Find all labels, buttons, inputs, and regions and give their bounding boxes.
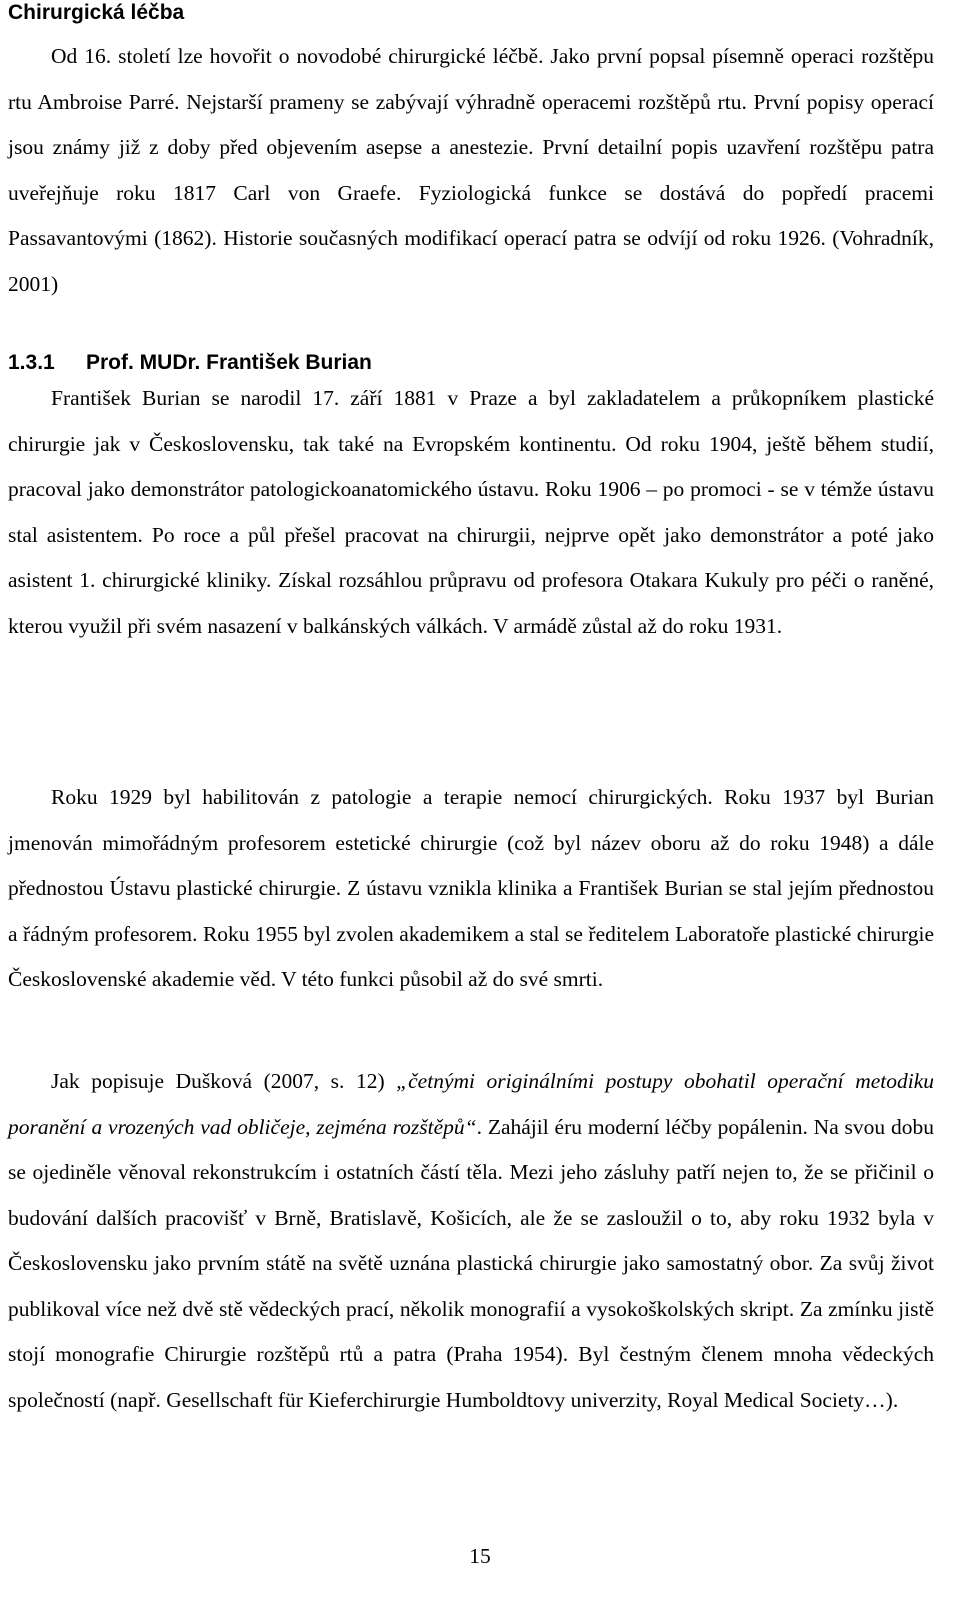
paragraph-history: Od 16. století lze hovořit o novodobé chirurgické léčbě. Jako první popsal písemně operaci rozštěpu rtu Ambroise Parré. Nejstarší prameny se zabývají výhradně operacemi rozštěpů rtu. První popisy operací jsou známy již z doby před objevením asepse a anestezie. První detailní popis uzavření rozštěpu patra uveřejňuje roku 1817 Carl von Graefe. Fyziologická funkce se dostává do popředí pracemi Passavantovými (1862). Historie současných modifikací operací patra se odvíjí od roku 1926. (Vohradník, 2001): [8, 44, 934, 296]
section-title: Chirurgická léčba: [8, 1, 185, 24]
paragraph-burian-2: Roku 1929 byl habilitován z patologie a terapie nemocí chirurgických. Roku 1937 byl Burian jmenován mimořádným profesorem estetické chirurgie (což byl název oboru až do roku 1948) a dále přednostou Ústavu plastické chirurgie. Z ústavu vznikla klinika a František Burian se stal jejím přednostou a řádným profesorem. Roku 1955 byl zvolen akademikem a stal se ředitelem Laboratoře plastické chirurgie Československé akademie věd. V této funkci působil až do své smrti.: [8, 785, 934, 991]
paragraph-burian-3-intro: Jak popisuje Dušková (2007, s. 12): [51, 1069, 397, 1093]
paragraph-burian-3: [8, 1059, 934, 1423]
page-number: 15: [469, 1544, 491, 1568]
subsection-heading: [8, 347, 372, 379]
duskova-quote: „četnými originálními postupy obohatil operační metodiku poranění a vrozených vad obličeje, zejména rozštěpů“: [8, 1069, 935, 1139]
document-page: [4, 0, 934, 1610]
paragraph-burian-3-rest: . Zahájil éru moderní léčby popálenin. Na svou dobu se ojediněle věnoval rekonstrukcím i ostatních částí těla. Mezi jeho zásluhy patří nejen to, že se přičinil o budování dalších pracovišť v Brně, Bratislavě, Košicích, ale že se zasloužil o to, aby roku 1932 byla v Československu jako prvním státě na světě uznána plastická chirurgie jako samostatný obor. Za svůj život publikoval více než dvě stě vědeckých prací, několik monografií a vysokoškolských skript. Za zmínku jistě stojí monografie Chirurgie rozštěpů rtů a patra (Praha 1954). Byl čestným členem mnoha vědeckých společností (např. Gesellschaft für Kieferchirurgie Humboldtovy univerzity, Royal Medical Society…).: [8, 1114, 934, 1412]
paragraph-burian-1: František Burian se narodil 17. září 1881 v Praze a byl zakladatelem a průkopníkem plastické chirurgie jak v Československu, tak také na Evropském kontinentu. Od roku 1904, ještě během studií, pracoval jako demonstrátor patologickoanatomického ústavu. Roku 1906 – po promoci - se v témže ústavu stal asistentem. Po roce a půl přešel pracovat na chirurgii, nejprve opět jako demonstrátor a poté jako asistent 1. chirurgické kliniky. Získal rozsáhlou průpravu od profesora Otakara Kukuly pro péči o raněné, kterou využil při svém nasazení v balkánských válkách. V armádě zůstal až do roku 1931.: [8, 386, 934, 638]
subsection-title: Prof. MUDr. František Burian: [86, 351, 372, 374]
subsection-number: 1.3.1: [8, 351, 55, 374]
